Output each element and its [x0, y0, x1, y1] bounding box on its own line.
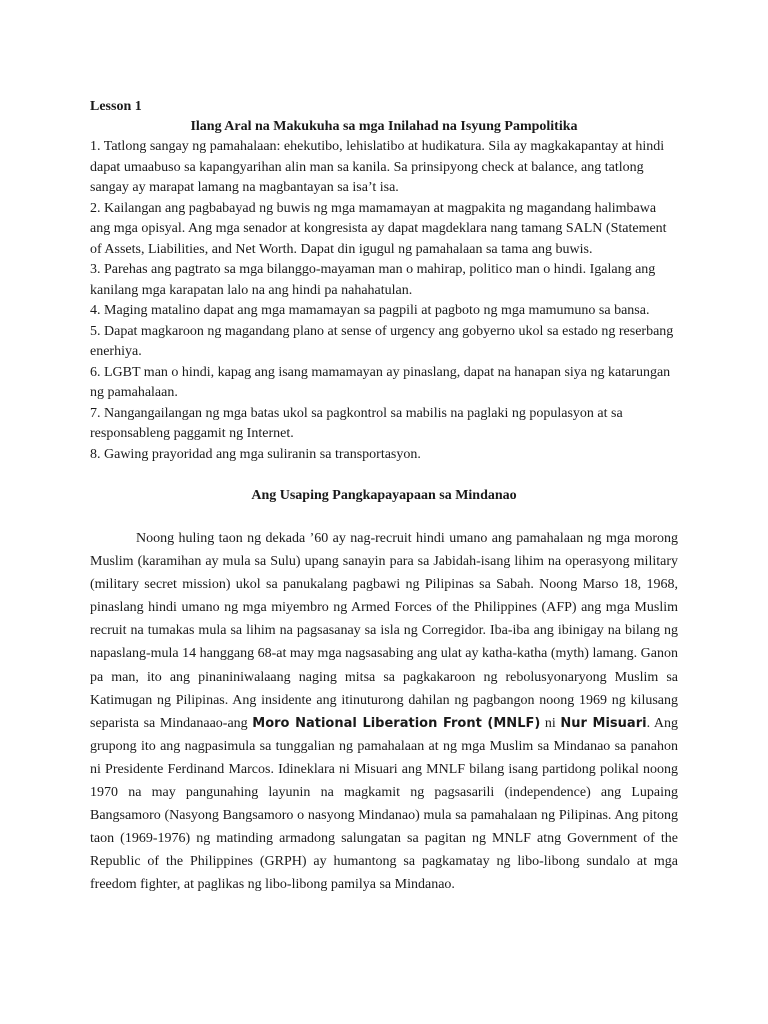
list-item: 6. LGBT man o hindi, kapag ang isang mamamayan ay pinaslang, dapat na hanapan siya ng katarungan ng pamahalaan.	[90, 364, 671, 400]
misuari-bold-text: Nur Misuari	[560, 715, 647, 731]
list-item: 3. Parehas ang pagtrato sa mga bilanggo-mayaman man o mahirap, politico man o hindi. Igalang ang kanilang mga karapatan lalo na ang hindi pa nahahatulan.	[90, 262, 656, 298]
list-item: 8. Gawing prayoridad ang mga suliranin sa transportasyon.	[90, 446, 421, 462]
list-item: 4. Maging matalino dapat ang mga mamamayan sa pagpili at pagboto ng mga mamumuno sa bansa.	[90, 303, 650, 318]
paragraph-text: ni	[540, 715, 561, 731]
list-item: 1. Tatlong sangay ng pamahalaan: ehekutibo, lehislatibo at hudikatura. Sila ay magkakapantay at hindi dapat umaabuso sa kapangyarihan alin man sa kanila. Sa prinsipyong check at balance, ang tatlong sangay ay marapat lamang na magbantayan sa isa’t isa.	[90, 139, 665, 195]
page-title: Ilang Aral na Makukuha sa mga Inilahad na Isyung Pampolitika	[190, 119, 578, 134]
mnlf-bold-text: Moro National Liberation Front (MNLF)	[252, 715, 541, 731]
lesson-label: Lesson 1	[90, 99, 142, 114]
section-title: Ang Usaping Pangkapayapaan sa Mindanao	[251, 488, 517, 503]
list-item: 2. Kailangan ang pagbabayad ng buwis ng mga mamamayan at magpakita ng magandang halimbawa ang mga opisyal. Ang mga senador at kongresista ay dapat magdeklara nang tamang SALN (Statement of Assets, Liabilities, and Net Worth. Dapat din igugul ng pamahalaan sa tama ang buwis.	[90, 200, 667, 257]
list-item: 5. Dapat magkaroon ng magandang plano at sense of urgency ang gobyerno ukol sa estado ng reserbang enerhiya.	[90, 323, 674, 359]
body-paragraph	[90, 527, 678, 897]
paragraph-text: Noong huling taon ng dekada ’60 ay nag-recruit hindi umano ang pamahalaan ng mga morong Muslim (karamihan ay mula sa Sulu) upang sanayin para sa Jabidah-isang lihim na operasyong military (military secret mission) ukol sa panukalang pagbawi ng Pilipinas sa Sabah. Noong Marso 18, 1968, pinaslang hindi umano ng mga miyembro ng Armed Forces of the Philippines (AFP) ang mga Muslim recruit na tumakas mula sa lihim na pagsasanay sa isla ng Corregidor. Iba-iba ang ibinigay na bilang ng napaslang-mula 14 hanggang 68-at may mga nagsasabing ang ulat ay katha-katha (myth) lamang. Ganon pa man, ito ang pinaniniwalaang naging mitsa sa pagkakaroon ng rebolusyonaryong Muslim sa Katimugan ng Pilipinas. Ang insidente ang itinuturong dahilan ng pagbangon noong 1969 ng kilusang separista sa Mindanaao-ang	[90, 531, 678, 731]
lessons-list	[90, 137, 678, 465]
list-item: 7. Nangangailangan ng mga batas ukol sa pagkontrol sa mabilis na paglaki ng populasyon at sa responsableng paggamit ng Internet.	[90, 405, 623, 441]
paragraph-text: . Ang grupong ito ang nagpasimula sa tunggalian ng pamahalaan at ng mga Muslim sa Mindanao sa panahon ni Presidente Ferdinand Marcos. Idineklara ni Misuari ang MNLF bilang isang partidong polikal noong 1970 na may pangunahing layunin na magkamit ng pagsasarili (independence) ang Lupaing Bangsamoro (Nasyong Bangsamoro o nasyong Mindanao) mula sa pamahalaan ng Pilipinas. Ang pitong taon (1969-1976) ng matinding armadong salungatan sa pagitan ng MNLF atng Government of the Republic of the Philippines (GRPH) ay humantong sa pagkamatay ng libo-libong sundalo at mga freedom fighter, at paglikas ng libo-libong pamilya sa Mindanao.	[90, 715, 678, 893]
document-page	[90, 97, 678, 897]
